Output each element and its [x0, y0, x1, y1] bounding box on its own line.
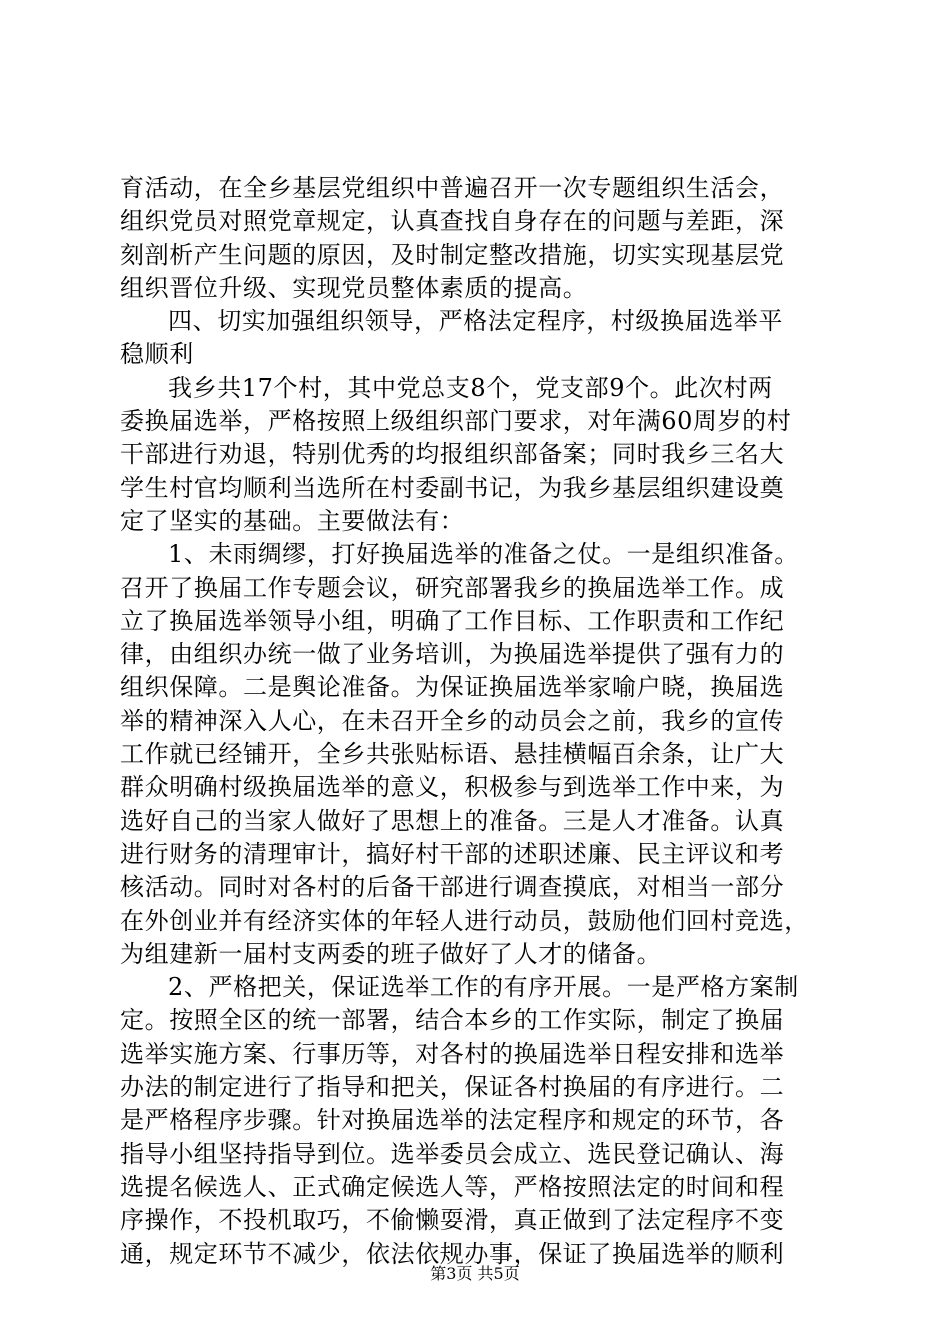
text-line: 刻剖析产生问题的原因，及时制定整改措施，切实实现基层党	[120, 240, 785, 269]
text-line: 序操作，不投机取巧，不偷懒耍滑，真正做到了法定程序不变	[120, 1206, 785, 1235]
text-line: 我乡共17个村，其中党总支8个，党支部9个。此次村两	[168, 373, 773, 402]
text-line: 组织保障。二是舆论准备。为保证换届选举家喻户晓，换届选	[120, 673, 785, 702]
text-line: 1、未雨绸缪，打好换届选举的准备之仗。一是组织准备。	[168, 540, 799, 569]
document-body	[120, 172, 836, 1271]
text-line: 立了换届选举领导小组，明确了工作目标、工作职责和工作纪	[120, 606, 785, 635]
text-line: 定了坚实的基础。主要做法有：	[120, 506, 465, 535]
text-line: 群众明确村级换届选举的意义，积极参与到选举工作中来，为	[120, 773, 785, 802]
text-line: 工作就已经铺开，全乡共张贴标语、悬挂横幅百余条，让广大	[120, 740, 785, 769]
page-number-label: 第3页 共5页	[430, 1264, 520, 1283]
text-line: 组织晋位升级、实现党员整体素质的提高。	[120, 273, 588, 302]
text-line: 指导小组坚持指导到位。选举委员会成立、选民登记确认、海	[120, 1139, 785, 1168]
text-line: 通，规定环节不减少，依法依规办事，保证了换届选举的顺利	[120, 1239, 785, 1268]
text-line: 在外创业并有经济实体的年轻人进行动员，鼓励他们回村竞选，	[120, 906, 809, 935]
text-line: 选好自己的当家人做好了思想上的准备。三是人才准备。认真	[120, 806, 785, 835]
text-line: 干部进行劝退，特别优秀的均报组织部备案；同时我乡三名大	[120, 440, 785, 469]
text-line: 举的精神深入人心，在未召开全乡的动员会之前，我乡的宣传	[120, 706, 785, 735]
text-line: 定。按照全区的统一部署，结合本乡的工作实际，制定了换届	[120, 1006, 785, 1035]
page-footer	[0, 1264, 950, 1284]
text-line: 组织党员对照党章规定，认真查找自身存在的问题与差距，深	[120, 207, 785, 236]
text-line: 委换届选举，严格按照上级组织部门要求，对年满60周岁的村	[120, 407, 792, 436]
text-line: 进行财务的清理审计，搞好村干部的述职述廉、民主评议和考	[120, 839, 785, 868]
text-line: 召开了换届工作专题会议，研究部署我乡的换届选举工作。成	[120, 573, 785, 602]
text-line: 为组建新一届村支两委的班子做好了人才的储备。	[120, 939, 662, 968]
text-line: 育活动，在全乡基层党组织中普遍召开一次专题组织生活会，	[120, 174, 785, 202]
text-line: 选举实施方案、行事历等，对各村的换届选举日程安排和选举	[120, 1039, 785, 1068]
text-line: 学生村官均顺利当选所在村委副书记，为我乡基层组织建设奠	[120, 473, 785, 502]
text-line: 办法的制定进行了指导和把关，保证各村换届的有序进行。二	[120, 1073, 785, 1102]
text-line: 是严格程序步骤。针对换届选举的法定程序和规定的环节，各	[120, 1106, 785, 1135]
text-line: 核活动。同时对各村的后备干部进行调查摸底，对相当一部分	[120, 873, 785, 902]
section-heading-line: 四、切实加强组织领导，严格法定程序，村级换届选举平	[168, 307, 783, 336]
text-line: 选提名候选人、正式确定候选人等，严格按照法定的时间和程	[120, 1172, 785, 1201]
text-line: 律，由组织办统一做了业务培训，为换届选举提供了强有力的	[120, 640, 785, 669]
text-line: 2、严格把关，保证选举工作的有序开展。一是严格方案制	[168, 973, 799, 1002]
section-heading-line: 稳顺利	[120, 340, 194, 369]
